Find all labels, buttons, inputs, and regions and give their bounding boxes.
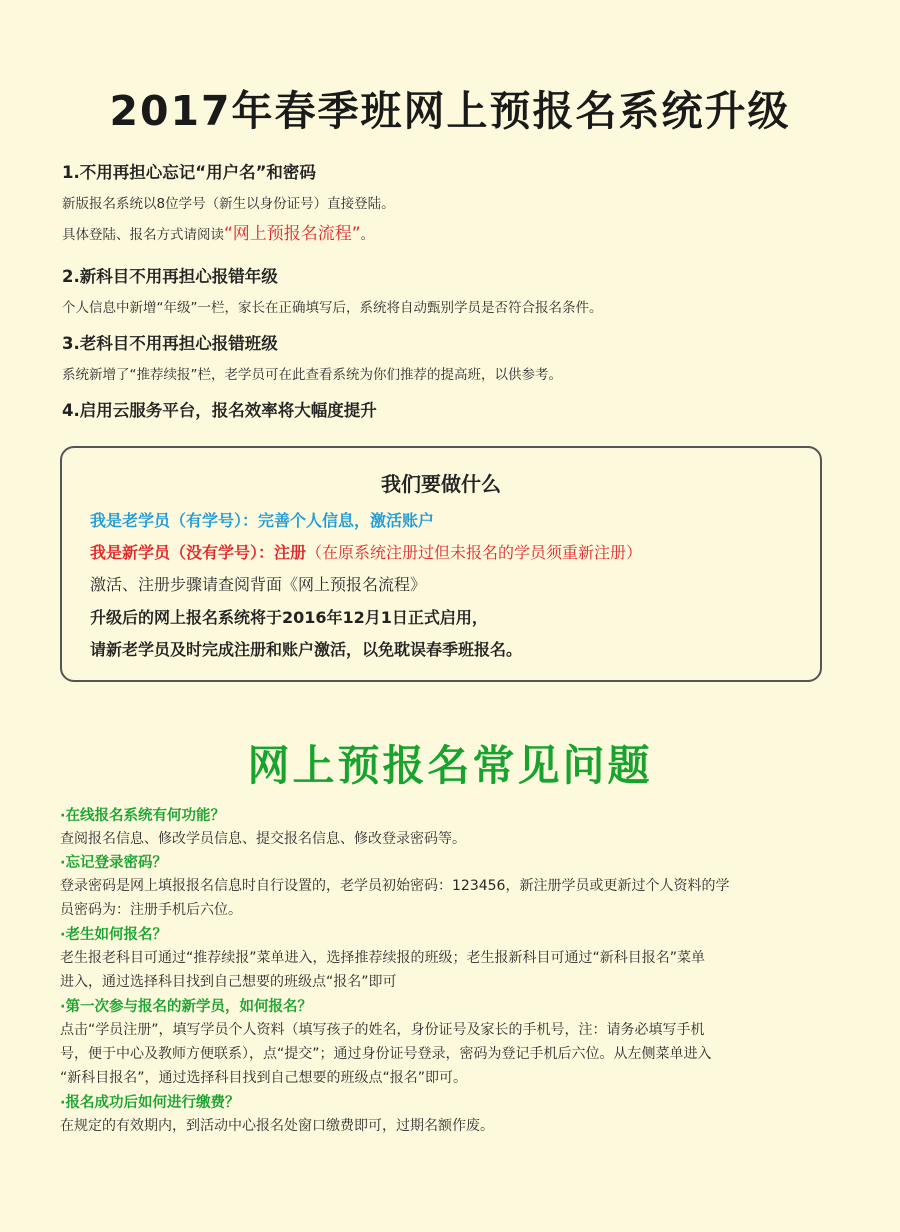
launch-line-1: 升级后的网上报名系统将于2016年12月1日正式启用， (90, 608, 488, 627)
faq-question: ·报名成功后如何进行缴费？ (60, 1095, 240, 1111)
process-link[interactable]: “网上预报名流程” (224, 224, 361, 244)
faq-item (60, 805, 840, 851)
point-4 (62, 400, 842, 422)
faq-question: ·在线报名系统有何功能？ (60, 808, 226, 824)
faq-answer: 登录密码是网上填报报名信息时自行设置的，老学员初始密码：123456，新注册学员或更新过个人资料的学 (60, 878, 730, 894)
new-student-note: （在原系统注册过但未报名的学员须重新注册） (306, 543, 643, 562)
point-extra-prefix: 具体登陆、报名方式请阅读 (62, 227, 224, 243)
faq-item (60, 996, 840, 1090)
point-text: 新版报名系统以8位学号（新生以身份证号）直接登陆。 (62, 196, 395, 212)
faq-title: 网上预报名常见问题 (247, 741, 653, 790)
point-heading: 3.老科目不用再担心报错班级 (62, 334, 278, 353)
faq-item (60, 852, 840, 922)
action-box (60, 446, 822, 682)
box-title: 我们要做什么 (381, 472, 501, 496)
faq-answer: 点击“学员注册”，填写学员个人资料（填写孩子的姓名，身份证号及家长的手机号，注：请务必填写手机 (60, 1022, 705, 1038)
point-2 (62, 266, 842, 318)
point-text: 系统新增了“推荐续报”栏，老学员可在此查看系统为你们推荐的提高班，以供参考。 (62, 367, 562, 383)
point-1 (62, 162, 842, 245)
faq-answer: 查阅报名信息、修改学员信息、提交报名信息、修改登录密码等。 (60, 831, 466, 847)
new-student-bold: 我是新学员（没有学号）：注册 (90, 543, 307, 562)
steps-note: 激活、注册步骤请查阅背面《网上预报名流程》 (90, 575, 427, 594)
point-heading: 2.新科目不用再担心报错年级 (62, 267, 278, 286)
point-text: 个人信息中新增“年级”一栏，家长在正确填写后，系统将自动甄别学员是否符合报名条件。 (62, 300, 603, 316)
faq-answer: 进入，通过选择科目找到自己想要的班级点“报名”即可 (60, 974, 397, 990)
point-heading: 1.不用再担心忘记“用户名”和密码 (62, 163, 316, 182)
faq-answer: 号，便于中心及教师方便联系），点“提交”；通过身份证号登录，密码为登记手机后六位。从左侧菜单进入 (60, 1046, 712, 1062)
page-title: 2017年春季班网上预报名系统升级 (109, 87, 791, 135)
faq-answer: 员密码为：注册手机后六位。 (60, 902, 242, 918)
point-3 (62, 333, 842, 385)
faq-question: ·忘记登录密码？ (60, 855, 168, 871)
faq-answer: “新科目报名”，通过选择科目找到自己想要的班级点“报名”即可。 (60, 1070, 468, 1086)
faq-item (60, 1092, 840, 1138)
launch-line-2: 请新老学员及时完成注册和账户激活，以免耽误春季班报名。 (90, 640, 523, 659)
faq-question: ·第一次参与报名的新学员，如何报名？ (60, 999, 313, 1015)
point-heading: 4.启用云服务平台，报名效率将大幅度提升 (62, 401, 377, 420)
point-extra-suffix: 。 (360, 227, 375, 243)
new-student-line (90, 542, 642, 564)
faq-answer: 老生报老科目可通过“推荐续报”菜单进入，选择推荐续报的班级；老生报新科目可通过“新科目报名”菜单 (60, 950, 706, 966)
old-student-line: 我是老学员（有学号）：完善个人信息，激活账户 (90, 511, 435, 530)
point-extra (62, 224, 842, 245)
faq-question: ·老生如何报名？ (60, 927, 168, 943)
faq-item (60, 924, 840, 994)
faq-answer: 在规定的有效期内，到活动中心报名处窗口缴费即可，过期名额作废。 (60, 1118, 494, 1134)
